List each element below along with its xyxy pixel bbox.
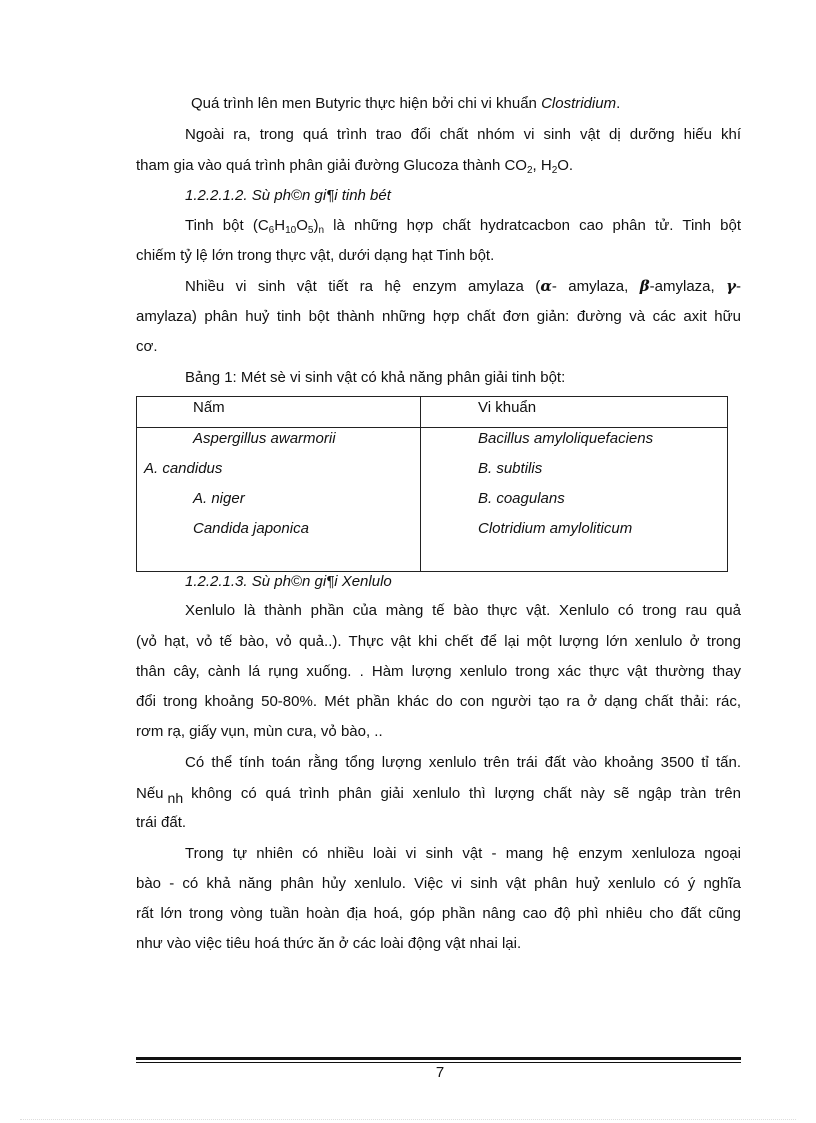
fungus-name: A. candidus [144,460,223,477]
fungus-name: A. niger [193,490,245,507]
fungi-cell [137,428,421,572]
table-header-row [137,397,728,428]
paragraph-nature-line4: như vào việc tiêu hoá thức ăn ở các loài động vật nhai lại. [136,935,522,952]
bacterium-name: Bacillus amyloliquefaciens [478,430,654,447]
paragraph-nature-line3: rất lớn trong vòng tuần hoàn địa hoá, góp phần nâng cao độ phì nhiêu cho đất cũng [136,905,741,922]
paragraph-starch-line1 [185,216,741,236]
page-number: 7 [435,1064,445,1081]
paragraph-amylase-line1 [185,276,741,297]
aerobic-sep: , H [532,157,552,174]
subscript: 2 [526,165,533,176]
paragraph-cellulose-line3: thân cây, cành lá rụng xuống. . Hàm lượng xenlulo trong xác thực vật thường thay [136,663,741,680]
paragraph-estimate-line2 [136,783,741,804]
section-heading-cellulose: 1.2.2.1.3. Sù ph©n gi¶i Xenlulo [185,573,392,590]
formula-part: O [296,217,308,234]
period: . [616,95,621,112]
paragraph-amylase-line3: cơ. [136,338,158,355]
bacterium-name: B. subtilis [478,460,543,477]
amylase-text: - [736,278,742,295]
paragraph-nature-line1: Trong tự nhiên có nhiều loài vi sinh vật - mang hệ enzym xenluloza ngoại [185,845,741,862]
paragraph-cellulose-line1: Xenlulo là thành phần của màng tế bào thực vật. Xenlulo có trong rau quả [185,602,741,619]
estimate-text: Nếu [136,785,164,802]
footer-rule-thick [136,1057,741,1060]
fungus-name: Candida japonica [193,520,309,537]
table-header-cell [137,397,421,428]
paragraph-nature-line2: bào - có khả năng phân hủy xenlulo. Việc vi sinh vật phân huỷ xenlulo có ý nghĩa [136,875,741,892]
microorganism-table [136,396,728,572]
paragraph-starch-line2: chiếm tỷ lệ lớn trong thực vật, dưới dạng hạt Tinh bột. [136,247,495,264]
butyric-text: Quá trình lên men Butyric thực hiện bởi chi vi khuẩn [191,95,537,112]
paragraph-cellulose-line4: đổi trong khoảng 50-80%. Mét phần khác do con người tạo ra ở dạng chất thải: rác, [136,693,741,710]
paragraph-amylase-line2: amylaza) phân huỷ tinh bột thành những hợp chất đơn giản: đường và các axit hữu [136,308,741,325]
paragraph-cellulose-line5: rơm rạ, giấy vụn, mùn cưa, vỏ bào, .. [136,723,383,740]
amylase-text: -amylaza, [649,278,727,295]
estimate-text: không có quá trình phân giải xenlulo thì lượng chất này sẽ ngập tràn trên [191,785,741,802]
fungus-name: Aspergillus awarmorii [193,430,336,447]
page-bottom-dotted-line [20,1119,796,1120]
organism-clostridium: Clostridium [541,95,617,112]
table-caption: Bảng 1: Mét sè vi sinh vật có khả năng phân giải tinh bột: [185,369,566,386]
subscript: 2 [551,165,558,176]
beta-symbol: β [639,277,650,295]
paragraph-aerobic-line1: Ngoài ra, trong quá trình trao đổi chất nhóm vi sinh vật dị dưỡng hiếu khí [185,126,741,143]
table-header-cell [421,397,728,428]
paragraph-butyric [191,94,711,114]
amylase-text: - amylaza, [551,278,640,295]
bacteria-cell [421,428,728,572]
section-heading-starch: 1.2.2.1.2. Sù ph©n gi¶i tinh bét [185,187,391,204]
amylase-text: Nhiều vi sinh vật tiết ra hệ enzym amylaza ( [185,278,541,295]
subscript: 6 [268,225,275,236]
formula-part: ) [313,217,319,234]
formula-part: H [274,217,286,234]
starch-start: Tinh bột (C [185,217,269,234]
table-row [137,428,728,572]
paragraph-estimate-line1: Có thể tính toán rằng tổng lượng xenlulo trên trái đất vào khoảng 3500 tỉ tấn. [185,754,741,771]
alpha-symbol: α [540,277,552,295]
subscript: 5 [307,225,314,236]
bacterium-name: Clotridium amyloliticum [478,520,633,537]
subscript: 10 [285,225,297,236]
aerobic-end: O. [557,157,574,174]
paragraph-estimate-line3: trái đất. [136,814,187,831]
header-bacteria: Vi khuẩn [478,399,537,416]
subscript: n [318,225,324,236]
paragraph-cellulose-line2: (vỏ hạt, vỏ tế bào, vỏ quả..). Thực vật khi chết để lại một lượng lớn xenlulo ở trong [136,633,741,650]
starch-rest: là những hợp chất hydratcacbon cao phân tử. Tinh bột [324,217,741,234]
stray-nh-text: nh [167,790,184,806]
aerobic-text: tham gia vào quá trình phân giải đường Glucoza thành CO [136,157,527,174]
gamma-symbol: γ [726,277,737,295]
footer-rule-thin [136,1062,741,1063]
paragraph-aerobic-line2 [136,156,741,176]
bacterium-name: B. coagulans [478,490,565,507]
header-fungi: Nấm [193,399,225,416]
